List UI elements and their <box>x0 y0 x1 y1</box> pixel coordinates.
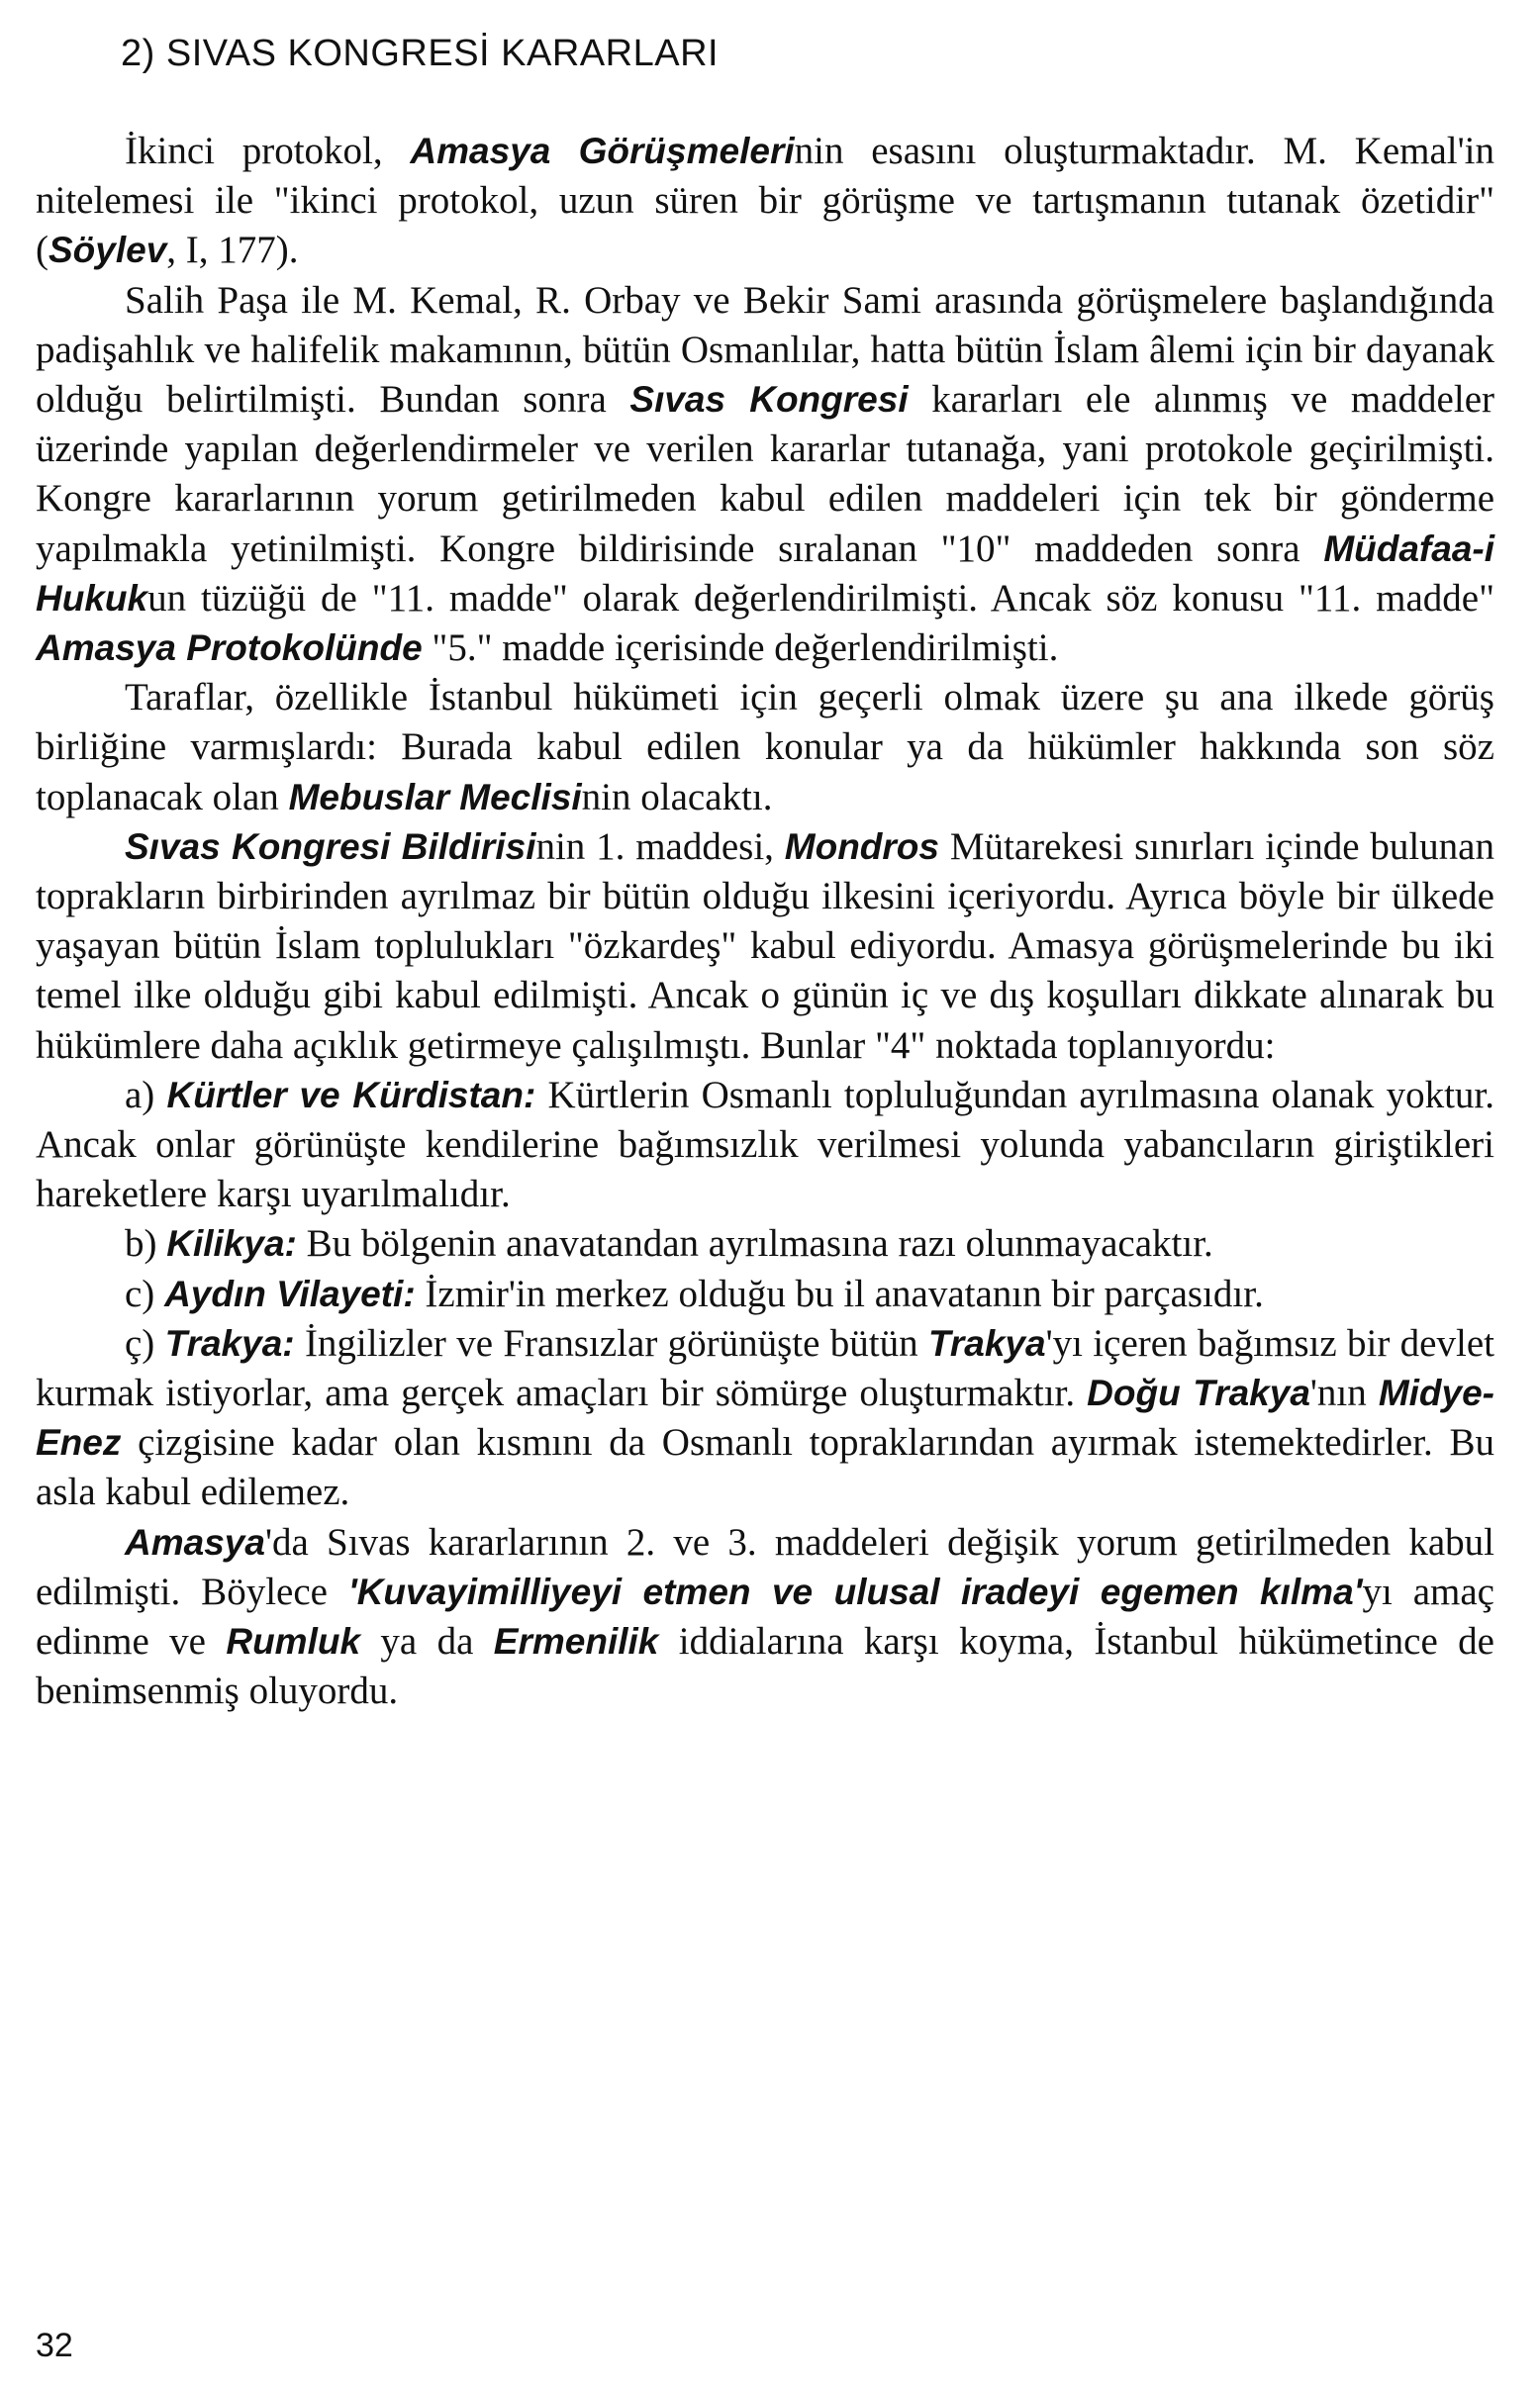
emphasis-text: Kürtler ve Kürdistan: <box>166 1074 536 1115</box>
text-run: Bu bölgenin anavatandan ayrılmasına razı olunmayacaktır. <box>296 1222 1213 1266</box>
emphasis-text: Doğu Trakya <box>1087 1373 1310 1414</box>
emphasis-text: Amasya Görüşmeleri <box>410 131 795 171</box>
list-item <box>36 1071 1494 1220</box>
paragraph <box>36 127 1494 276</box>
paragraph <box>36 1518 1494 1717</box>
list-item <box>36 1219 1494 1269</box>
emphasis-text: Söylev <box>48 230 167 271</box>
emphasis-text: Müdafaa-i Hukuk <box>36 527 1494 619</box>
text-run: iddialarına karşı koyma, İstanbul hükümetince de benimsenmiş oluyordu. <box>36 1620 1494 1713</box>
text-run: c) <box>125 1272 165 1315</box>
text-run: nin 1. maddesi, <box>535 824 785 868</box>
emphasis-text: 'Kuvayimilliyeyi etmen ve ulusal iradeyi egemen kılma' <box>347 1571 1363 1612</box>
emphasis-text: Trakya: <box>164 1322 295 1364</box>
list-item <box>36 1270 1494 1319</box>
text-run: İkinci protokol, <box>125 130 411 172</box>
text-run: 'da Sıvas kararlarının 2. ve 3. maddeleri değişik yorum getirilmeden kabul edilmişti. Böylece <box>36 1520 1494 1613</box>
text-run: İngilizler ve Fransızlar görünüşte bütün <box>294 1321 928 1365</box>
emphasis-text: Sıvas Kongresi Bildirisi <box>125 825 536 867</box>
emphasis-text: Aydın Vilayeti: <box>164 1273 416 1314</box>
text-run: nin esasını oluşturmaktadır. M. Kemal'in nitelemesi ile "ikinci protokol, uzun süren bir görüşme ve tartışmanın tutanak özetidir" ( <box>36 130 1494 272</box>
emphasis-text: Sıvas Kongresi <box>629 379 909 421</box>
emphasis-text: Ermenilik <box>493 1621 659 1663</box>
text-run: Taraflar, özellikle İstanbul hükümeti için geçerli olmak üzere şu ana ilkede görüş birliğine varmışlardı: Burada kabul edilen konular ya da hükümler hakkında son söz toplanacak olan <box>36 676 1494 818</box>
text-run: nin olacaktı. <box>581 775 773 818</box>
text-run: Salih Paşa ile M. Kemal, R. Orbay ve Bekir Sami arasında görüşmelere başlandığında padişahlık ve halifelik makamının, bütün Osmanlılar, hatta bütün İslam âlemi için bir dayanak olduğu belirtilmişti. Bundan sonra <box>36 278 1494 422</box>
text-run: b) <box>125 1222 167 1266</box>
text-run: kararları ele alınmış ve maddeler üzerinde yapılan değerlendirmeler ve verilen kararlar tutanağa, yani protokole geçirilmişti. Kongre kararlarının yorum getirilmeden kabul edilen maddeleri için tek bir gönderme yapılmakla yetinilmişti. Kongre bildirisinde sıralanan "10" maddeden sonra <box>36 378 1494 570</box>
text-run: Mütarekesi sınırları içinde bulunan toprakların birbirinden ayrılmaz bir bütün olduğu ilkesini içeriyordu. Ayrıca böyle bir ülkede yaşayan bütün İslam toplulukları "özkardeş" kabul ediyordu. Amasya görüşmelerinde bu iki temel ilke olduğu gibi kabul edilmişti. Ancak o günün iç ve dış koşulları dikkate alınarak bu hükümlere daha açıklık getirmeye çalışılmıştı. Bunlar "4" noktada toplanıyordu: <box>36 824 1494 1067</box>
list-item <box>36 1319 1494 1518</box>
text-run: un tüzüğü de "11. madde" olarak değerlendirilmişti. Ancak söz konusu "11. madde" <box>147 576 1494 620</box>
section-heading: 2) SIVAS KONGRESİ KARARLARI <box>121 33 720 74</box>
text-run: , I, 177). <box>166 229 299 272</box>
text-run: çizgisine kadar olan kısmını da Osmanlı topraklarından ayırmak istemektedirler. Bu asla kabul edilemez. <box>36 1421 1494 1514</box>
emphasis-text: Kilikya: <box>166 1223 297 1265</box>
body-text <box>36 127 1494 1717</box>
text-run: "5." madde içerisinde değerlendirilmişti. <box>422 626 1059 670</box>
text-run: ya da <box>360 1620 494 1664</box>
emphasis-text: Mondros <box>784 825 939 867</box>
emphasis-text: Midye-Enez <box>36 1373 1494 1464</box>
text-run: 'nın <box>1309 1372 1379 1415</box>
emphasis-text: Amasya Protokolünde <box>36 627 423 669</box>
emphasis-text: Rumluk <box>226 1621 361 1663</box>
text-run: 'yı içeren bağımsız bir devlet kurmak istiyorlar, ama gerçek amaçları bir sömürge oluşturmaktır. <box>36 1321 1494 1415</box>
text-run: ç) <box>125 1321 165 1365</box>
paragraph <box>36 673 1494 822</box>
paragraph <box>36 822 1494 1071</box>
emphasis-text: Amasya <box>125 1521 265 1563</box>
paragraph <box>36 276 1494 674</box>
emphasis-text: Trakya <box>927 1322 1046 1364</box>
text-run: İzmir'in merkez olduğu bu il anavatanın bir parçasıdır. <box>415 1272 1264 1315</box>
text-run: Kürtlerin Osmanlı topluluğundan ayrılmasına olanak yoktur. Ancak onlar görünüşte kendilerine bağımsızlık verilmesi yolunda yabancıların giriştikleri hareketlere karşı uyarılmalıdır. <box>36 1073 1495 1216</box>
emphasis-text: Mebuslar Meclisi <box>288 776 582 817</box>
page-number: 32 <box>36 2327 73 2364</box>
text-run: yı amaç edinme ve <box>36 1570 1494 1664</box>
text-run: a) <box>125 1073 167 1116</box>
